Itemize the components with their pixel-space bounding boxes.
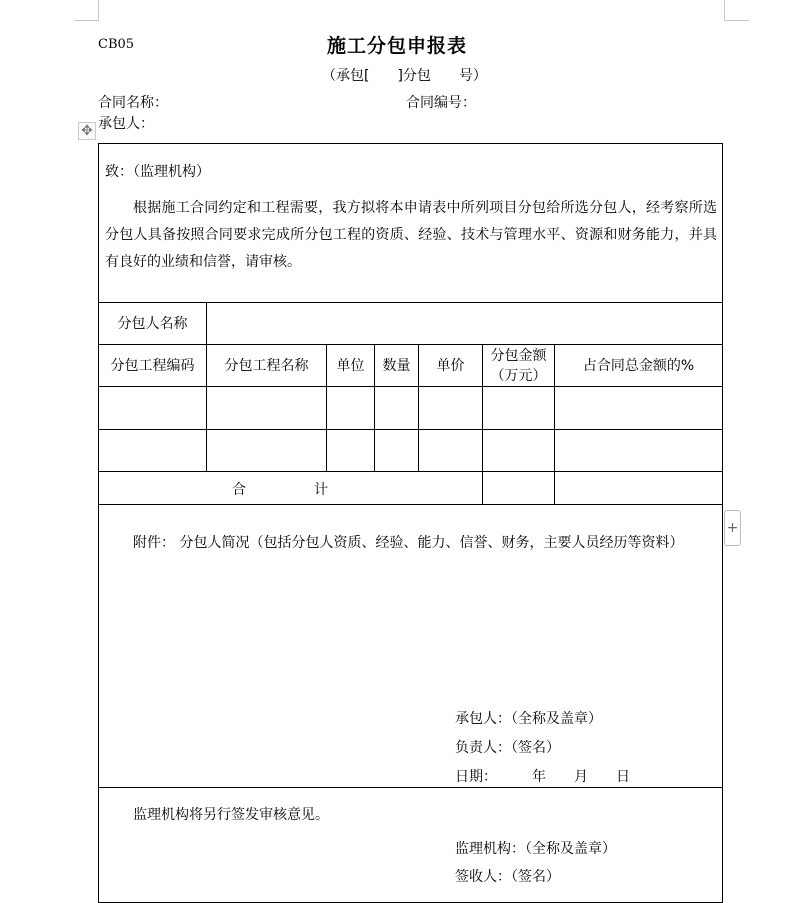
table-rule	[98, 787, 723, 788]
subcontractor-name-label: 分包人名称	[117, 315, 188, 332]
total-amount-cell[interactable]	[483, 472, 554, 504]
table-cell[interactable]	[483, 387, 554, 429]
contractor-seal-line: 承包人：（全称及盖章）	[455, 711, 602, 727]
table-rule	[98, 504, 723, 505]
col-header-quantity: 数量	[382, 357, 411, 374]
receiver-line: 签收人：（签名）	[455, 869, 560, 885]
table-cell[interactable]	[483, 430, 554, 471]
move-arrows-icon: ✥	[81, 123, 93, 139]
table-move-handle[interactable]	[78, 122, 96, 140]
intro-paragraph: 根据施工合同约定和工程需要，我方拟将本申请表中所列项目分包给所选分包人，经考察所选分包人具备按照合同要求完成所分包工程的资质、经验、技术与管理水平、资源和财务能力，并具有良好的业绩和信誉，请审核。	[105, 200, 717, 270]
table-cell[interactable]	[207, 387, 326, 429]
subcontractor-name-field[interactable]	[207, 303, 722, 344]
table-cell[interactable]	[419, 387, 482, 429]
attachment-text: 附件： 分包人简况（包括分包人资质、经验、能力、信誉、财务，主要人员经历等资料）	[133, 535, 684, 551]
form-code: CB05	[98, 37, 135, 52]
contract-name-label: 合同名称：	[98, 95, 168, 111]
total-label	[232, 479, 328, 499]
supervisor-note: 监理机构将另行签发审核意见。	[133, 807, 329, 823]
table-cell[interactable]	[327, 387, 374, 429]
add-row-button[interactable]	[724, 510, 741, 546]
addressee: 致：（监理机构）	[105, 164, 210, 180]
form-title: 施工分包申报表	[326, 35, 467, 57]
table-cell[interactable]	[555, 387, 722, 429]
person-in-charge-line: 负责人：（签名）	[455, 740, 560, 756]
col-header-percent: 占合同总金额的%	[582, 357, 695, 374]
supervisor-org-line: 监理机构：（全称及盖章）	[455, 841, 616, 857]
contractor-label: 承包人：	[98, 116, 154, 132]
form-subtitle: （承包[ ]分包 号）	[322, 68, 487, 84]
page-corner-mark	[724, 0, 749, 21]
total-label-1: 合	[232, 482, 246, 498]
table-cell[interactable]	[419, 430, 482, 471]
plus-icon: +	[726, 520, 739, 536]
date-line: 日期： 年 月 日	[455, 769, 630, 785]
col-header-unit-price: 单价	[436, 357, 465, 374]
col-header-amount-line1: 分包金额	[490, 347, 547, 364]
col-header-amount	[483, 345, 554, 386]
table-cell[interactable]	[375, 387, 418, 429]
page-corner-mark	[74, 0, 99, 21]
col-header-code: 分包工程编码	[110, 357, 195, 374]
table-cell[interactable]	[375, 430, 418, 471]
total-label-2: 计	[314, 482, 328, 498]
col-header-amount-line2: （万元）	[490, 367, 547, 384]
table-cell[interactable]	[555, 430, 722, 471]
table-cell[interactable]	[99, 387, 206, 429]
table-cell[interactable]	[99, 430, 206, 471]
col-header-unit: 单位	[336, 357, 365, 374]
table-cell[interactable]	[207, 430, 326, 471]
table-cell[interactable]	[327, 430, 374, 471]
total-percent-cell[interactable]	[555, 472, 722, 504]
col-header-name: 分包工程名称	[224, 357, 309, 374]
contract-no-label: 合同编号：	[406, 95, 476, 111]
